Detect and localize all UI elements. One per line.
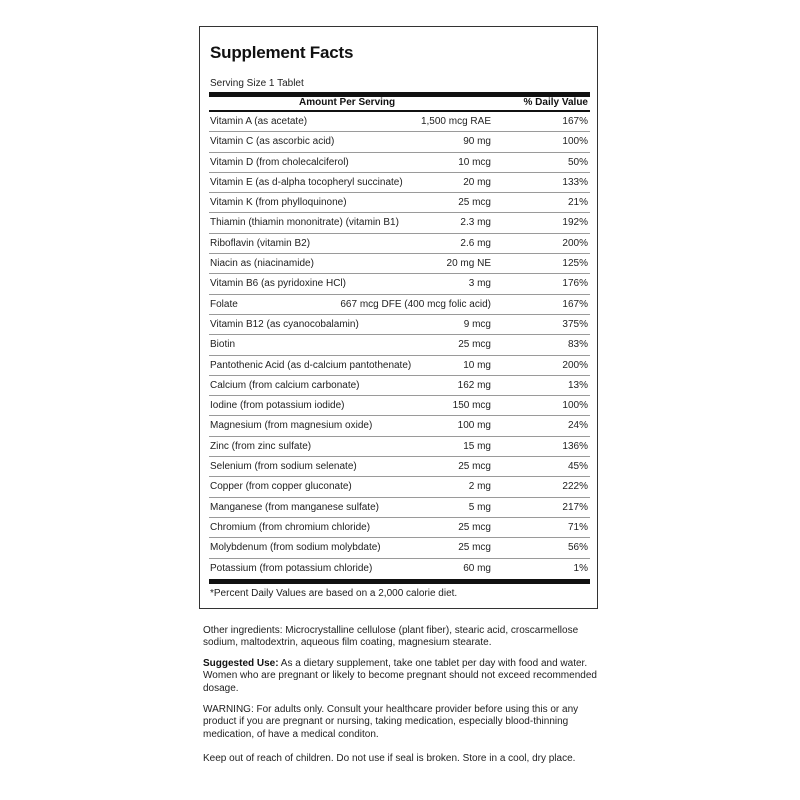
nutrient-name: Vitamin B12 (as cyanocobalamin) xyxy=(210,318,359,330)
nutrient-daily-value: 200% xyxy=(562,237,588,249)
table-row xyxy=(209,234,590,254)
nutrient-table xyxy=(209,112,590,579)
nutrient-daily-value: 1% xyxy=(573,562,588,574)
table-row xyxy=(209,559,590,579)
nutrient-name: Thiamin (thiamin mononitrate) (vitamin B1) xyxy=(210,217,399,229)
nutrient-amount: 150 mcg xyxy=(452,400,491,412)
panel-title: Supplement Facts xyxy=(210,43,354,62)
nutrient-daily-value: 21% xyxy=(567,197,588,209)
nutrient-name: Iodine (from potassium iodide) xyxy=(210,400,345,412)
nutrient-amount: 10 mcg xyxy=(458,156,491,168)
nutrient-amount: 25 mcg xyxy=(458,197,491,209)
nutrient-daily-value: 71% xyxy=(567,521,588,533)
nutrient-amount: 60 mg xyxy=(463,562,491,574)
nutrient-name: Folate xyxy=(210,298,238,310)
nutrient-amount: 25 mcg xyxy=(458,542,491,554)
nutrient-name: Vitamin A (as acetate) xyxy=(210,116,308,127)
nutrient-daily-value: 222% xyxy=(562,481,588,493)
nutrient-amount: 9 mcg xyxy=(463,318,491,330)
supplement-facts-panel xyxy=(199,26,598,609)
nutrient-name: Vitamin K (from phylloquinone) xyxy=(210,197,347,209)
suggested-use-text: As a dietary supplement, take one tablet per day with food and water. Women who are pregnant or likely to become pregnant should not exceed recommended dosage. xyxy=(203,658,597,694)
serving-size: Serving Size 1 Tablet xyxy=(210,78,304,89)
nutrient-name: Vitamin B6 (as pyridoxine HCl) xyxy=(210,278,346,290)
table-row xyxy=(209,254,590,274)
table-row xyxy=(209,396,590,416)
table-row xyxy=(209,518,590,538)
nutrient-daily-value: 24% xyxy=(567,420,588,432)
nutrient-amount: 1,500 mcg RAE xyxy=(420,116,491,127)
nutrient-name: Copper (from copper gluconate) xyxy=(210,481,352,493)
nutrient-name: Manganese (from manganese sulfate) xyxy=(210,501,379,513)
nutrient-amount: 2.3 mg xyxy=(460,217,491,229)
table-row xyxy=(209,356,590,376)
table-row xyxy=(209,112,590,132)
nutrient-amount: 667 mcg DFE (400 mcg folic acid) xyxy=(340,298,491,310)
nutrient-daily-value: 50% xyxy=(567,156,588,168)
amount-per-serving-header: Amount Per Serving xyxy=(299,97,396,108)
daily-value-footnote: *Percent Daily Values are based on a 2,000 calorie diet. xyxy=(210,588,458,599)
table-row xyxy=(209,477,590,497)
table-row xyxy=(209,153,590,173)
nutrient-name: Molybdenum (from sodium molybdate) xyxy=(210,542,381,554)
nutrient-amount: 20 mg xyxy=(463,176,491,188)
nutrient-daily-value: 167% xyxy=(562,116,588,127)
table-row xyxy=(209,335,590,355)
nutrient-daily-value: 133% xyxy=(562,176,588,188)
nutrient-name: Vitamin D (from cholecalciferol) xyxy=(210,156,349,168)
table-row xyxy=(209,437,590,457)
nutrient-amount: 20 mg NE xyxy=(446,258,491,270)
nutrient-daily-value: 83% xyxy=(567,339,588,351)
suggested-use-label: Suggested Use: xyxy=(203,658,279,669)
table-row xyxy=(209,213,590,233)
thick-divider-bottom xyxy=(209,579,590,584)
daily-value-header: % Daily Value xyxy=(523,97,588,108)
table-row xyxy=(209,274,590,294)
nutrient-amount: 162 mg xyxy=(457,379,491,391)
nutrient-amount: 25 mcg xyxy=(458,339,491,351)
nutrient-amount: 25 mcg xyxy=(458,461,491,473)
nutrient-name: Zinc (from zinc sulfate) xyxy=(210,440,312,452)
nutrient-amount: 90 mg xyxy=(463,136,491,148)
table-row xyxy=(209,132,590,152)
nutrient-name: Chromium (from chromium chloride) xyxy=(210,521,371,533)
table-row xyxy=(209,376,590,396)
other-ingredients: Other ingredients: Microcrystalline cellulose (plant fiber), stearic acid, croscarmellose sodium, maltodextrin, aqueous film coating, magnesium stearate. xyxy=(203,625,579,649)
nutrient-name: Niacin as (niacinamide) xyxy=(210,258,314,270)
nutrient-amount: 25 mcg xyxy=(458,521,491,533)
nutrient-daily-value: 200% xyxy=(562,359,588,371)
nutrient-daily-value: 125% xyxy=(562,258,588,270)
nutrient-name: Selenium (from sodium selenate) xyxy=(210,461,357,473)
nutrient-name: Biotin xyxy=(210,339,236,351)
storage-text: Keep out of reach of children. Do not use if seal is broken. Store in a cool, dry place. xyxy=(203,753,576,764)
nutrient-amount: 2.6 mg xyxy=(460,237,491,249)
nutrient-amount: 100 mg xyxy=(457,420,491,432)
nutrient-daily-value: 375% xyxy=(562,318,588,330)
nutrient-name: Potassium (from potassium chloride) xyxy=(210,562,373,574)
table-row xyxy=(209,295,590,315)
nutrient-daily-value: 176% xyxy=(562,278,588,290)
nutrient-name: Vitamin C (as ascorbic acid) xyxy=(210,136,335,148)
nutrient-amount: 2 mg xyxy=(468,481,491,493)
nutrient-amount: 3 mg xyxy=(468,278,491,290)
warning-text: WARNING: For adults only. Consult your healthcare provider before using this or any product if you are pregnant or nursing, taking medication, especially blood-thinning medication, of have a medical conditon. xyxy=(203,704,579,740)
nutrient-daily-value: 13% xyxy=(567,379,588,391)
nutrient-daily-value: 192% xyxy=(562,217,588,229)
table-row xyxy=(209,173,590,193)
nutrient-name: Riboflavin (vitamin B2) xyxy=(210,237,311,249)
nutrient-daily-value: 136% xyxy=(562,440,588,452)
nutrient-daily-value: 45% xyxy=(567,461,588,473)
nutrient-daily-value: 56% xyxy=(567,542,588,554)
nutrient-daily-value: 100% xyxy=(562,400,588,412)
nutrient-amount: 5 mg xyxy=(468,501,491,513)
table-row xyxy=(209,193,590,213)
nutrient-daily-value: 167% xyxy=(562,298,588,310)
nutrient-name: Pantothenic Acid (as d-calcium pantothenate) xyxy=(210,359,412,371)
nutrient-name: Calcium (from calcium carbonate) xyxy=(210,379,360,391)
table-header xyxy=(209,97,590,110)
nutrient-amount: 15 mg xyxy=(463,440,491,452)
suggested-use xyxy=(203,658,598,695)
table-row xyxy=(209,416,590,436)
table-row xyxy=(209,315,590,335)
nutrient-name: Vitamin E (as d-alpha tocopheryl succinate) xyxy=(210,176,403,188)
nutrient-daily-value: 217% xyxy=(562,501,588,513)
table-row xyxy=(209,457,590,477)
table-row xyxy=(209,498,590,518)
nutrient-name: Magnesium (from magnesium oxide) xyxy=(210,420,373,432)
nutrient-daily-value: 100% xyxy=(562,136,588,148)
table-row xyxy=(209,538,590,558)
nutrient-amount: 10 mg xyxy=(463,359,491,371)
